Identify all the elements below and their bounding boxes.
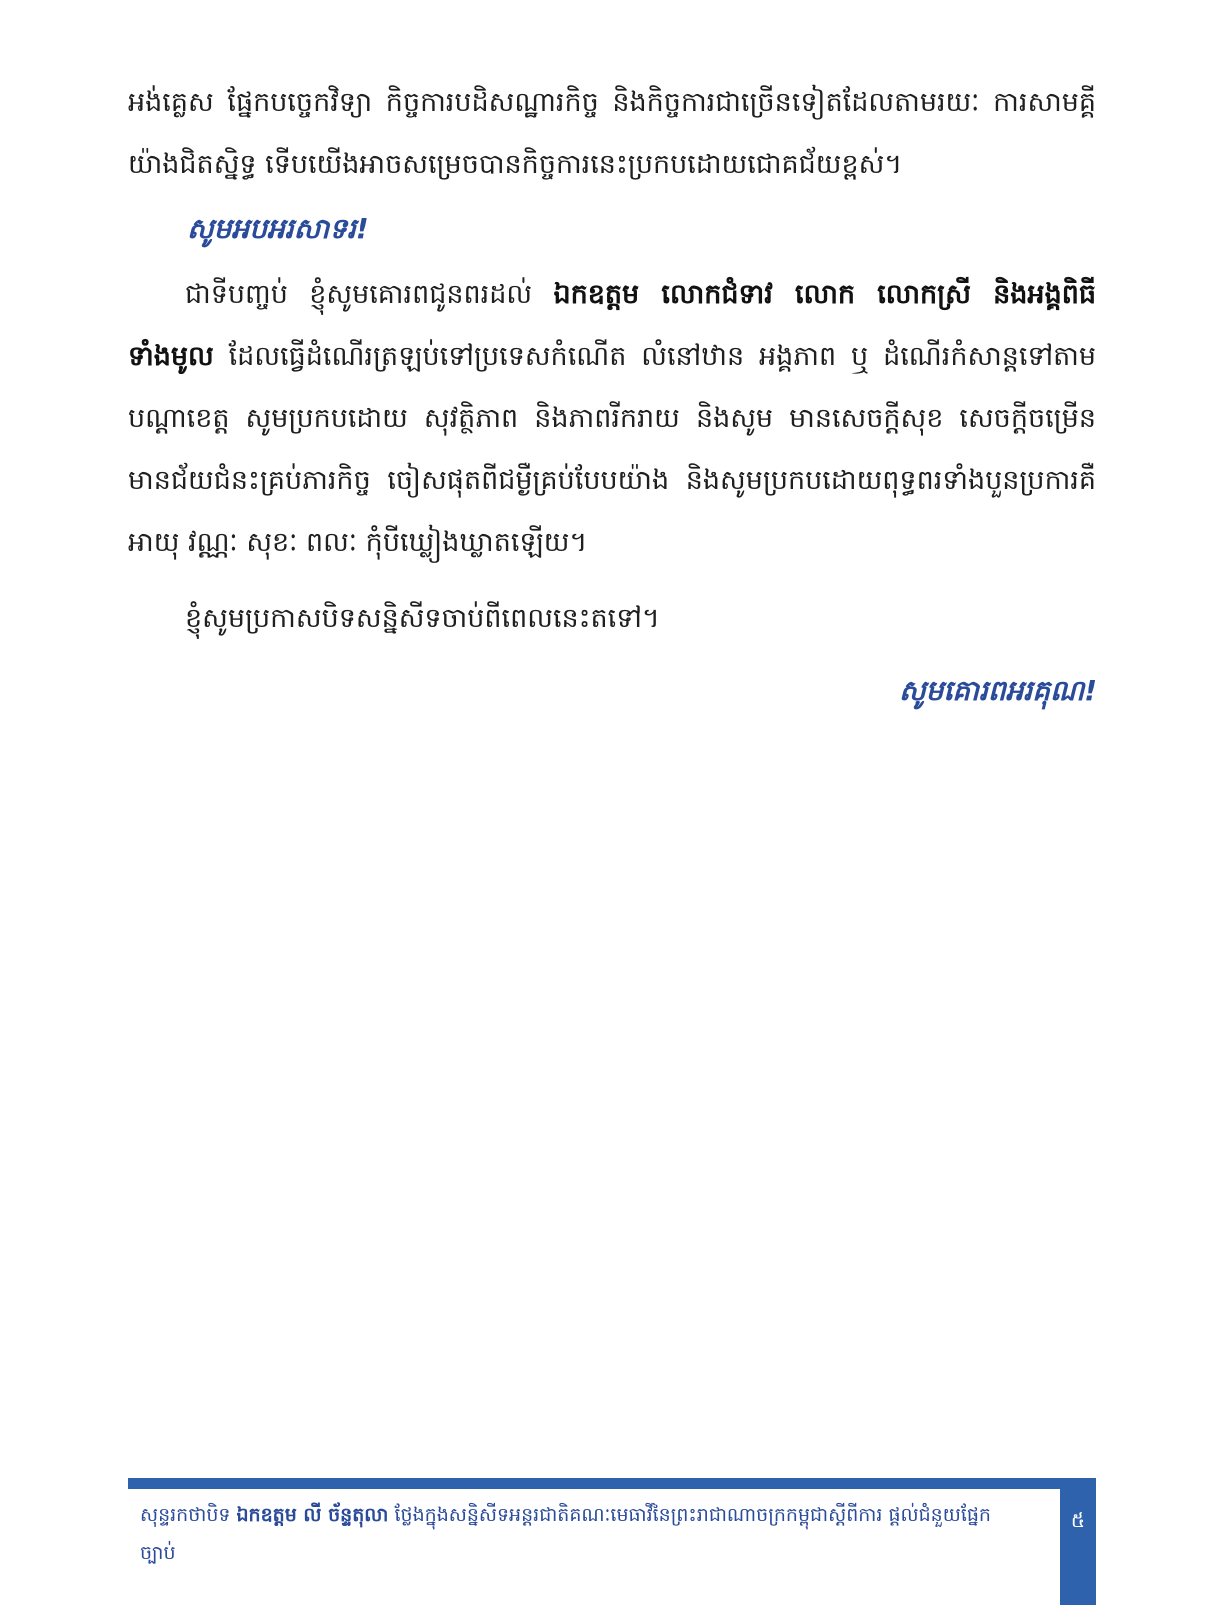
paragraph-2-intro: ជាទីបញ្ចប់ ខ្ញុំសូមគោរពជូនពរដល់ [185, 279, 554, 310]
footer-divider [128, 1478, 1096, 1489]
footer-caption [140, 1496, 1015, 1572]
page-number-tab [1060, 1489, 1096, 1605]
body-paragraph-2 [128, 264, 1096, 574]
paragraph-2-rest: ដែលធ្វើដំណើរត្រឡប់ទៅប្រទេសកំណើត លំនៅឋាន អង្គភាព ឬ ដំណើរកំសាន្តទៅតាមបណ្តាខេត្ត សូមប្រកបដោយ សុវត្ថិភាព និងភាពរីករាយ និងសូម មានសេចក្តីសុខ សេចក្តីចម្រើន មានជ័យជំនះគ្រប់ភារកិច្ច ចៀសផុតពីជម្ងឺគ្រប់បែបយ៉ាង និងសូមប្រកបដោយពុទ្ធពរទាំងបួនប្រការគឺ អាយុ វណ្ណៈ សុខៈ ពលៈ កុំបីឃ្លៀងឃ្លាតឡើយ។ [128, 341, 1096, 558]
body-paragraph-3: ខ្ញុំសូមប្រកាសបិទសន្និសីទចាប់ពីពេលនេះតទៅ។ [185, 603, 660, 634]
salutation-apology: សូមអបអរសាទរ! [187, 212, 369, 245]
footer-speaker-name: ឯកឧត្តម លី ច័ន្ទតុលា [236, 1504, 389, 1526]
salutation-thanks: សូមគោរពអរគុណ! [898, 674, 1097, 707]
body-paragraph-1: អង់គ្លេស ផ្នែកបច្ចេកវិទ្យា កិច្ចការបដិសណ្ឋារកិច្ច និងកិច្ចការជាច្រើនទៀតដែលតាមរយៈ ការសាមគ្គីយ៉ាងជិតស្និទ្ធ ទើបយើងអាចសម្រេចបានកិច្ចការនេះប្រកបដោយជោគជ័យខ្ពស់។ [128, 87, 1096, 180]
page-number: ៥ [1070, 1508, 1086, 1532]
honorific-addressees: ឯកឧត្តម លោកជំទាវ លោក លោកស្រី និងអង្គពិធីទាំងមូល [128, 279, 1096, 372]
footer-suffix: ថ្លែងក្នុងសន្និសីទអន្តរជាតិគណៈមេធាវីនៃព្រះរាជាណាចក្រកម្ពុជាស្តីពីការ ផ្តល់ជំនួយផ្នែកច្បាប់ [140, 1504, 991, 1564]
footer-prefix: សុន្ទរកថាបិទ [140, 1504, 237, 1526]
